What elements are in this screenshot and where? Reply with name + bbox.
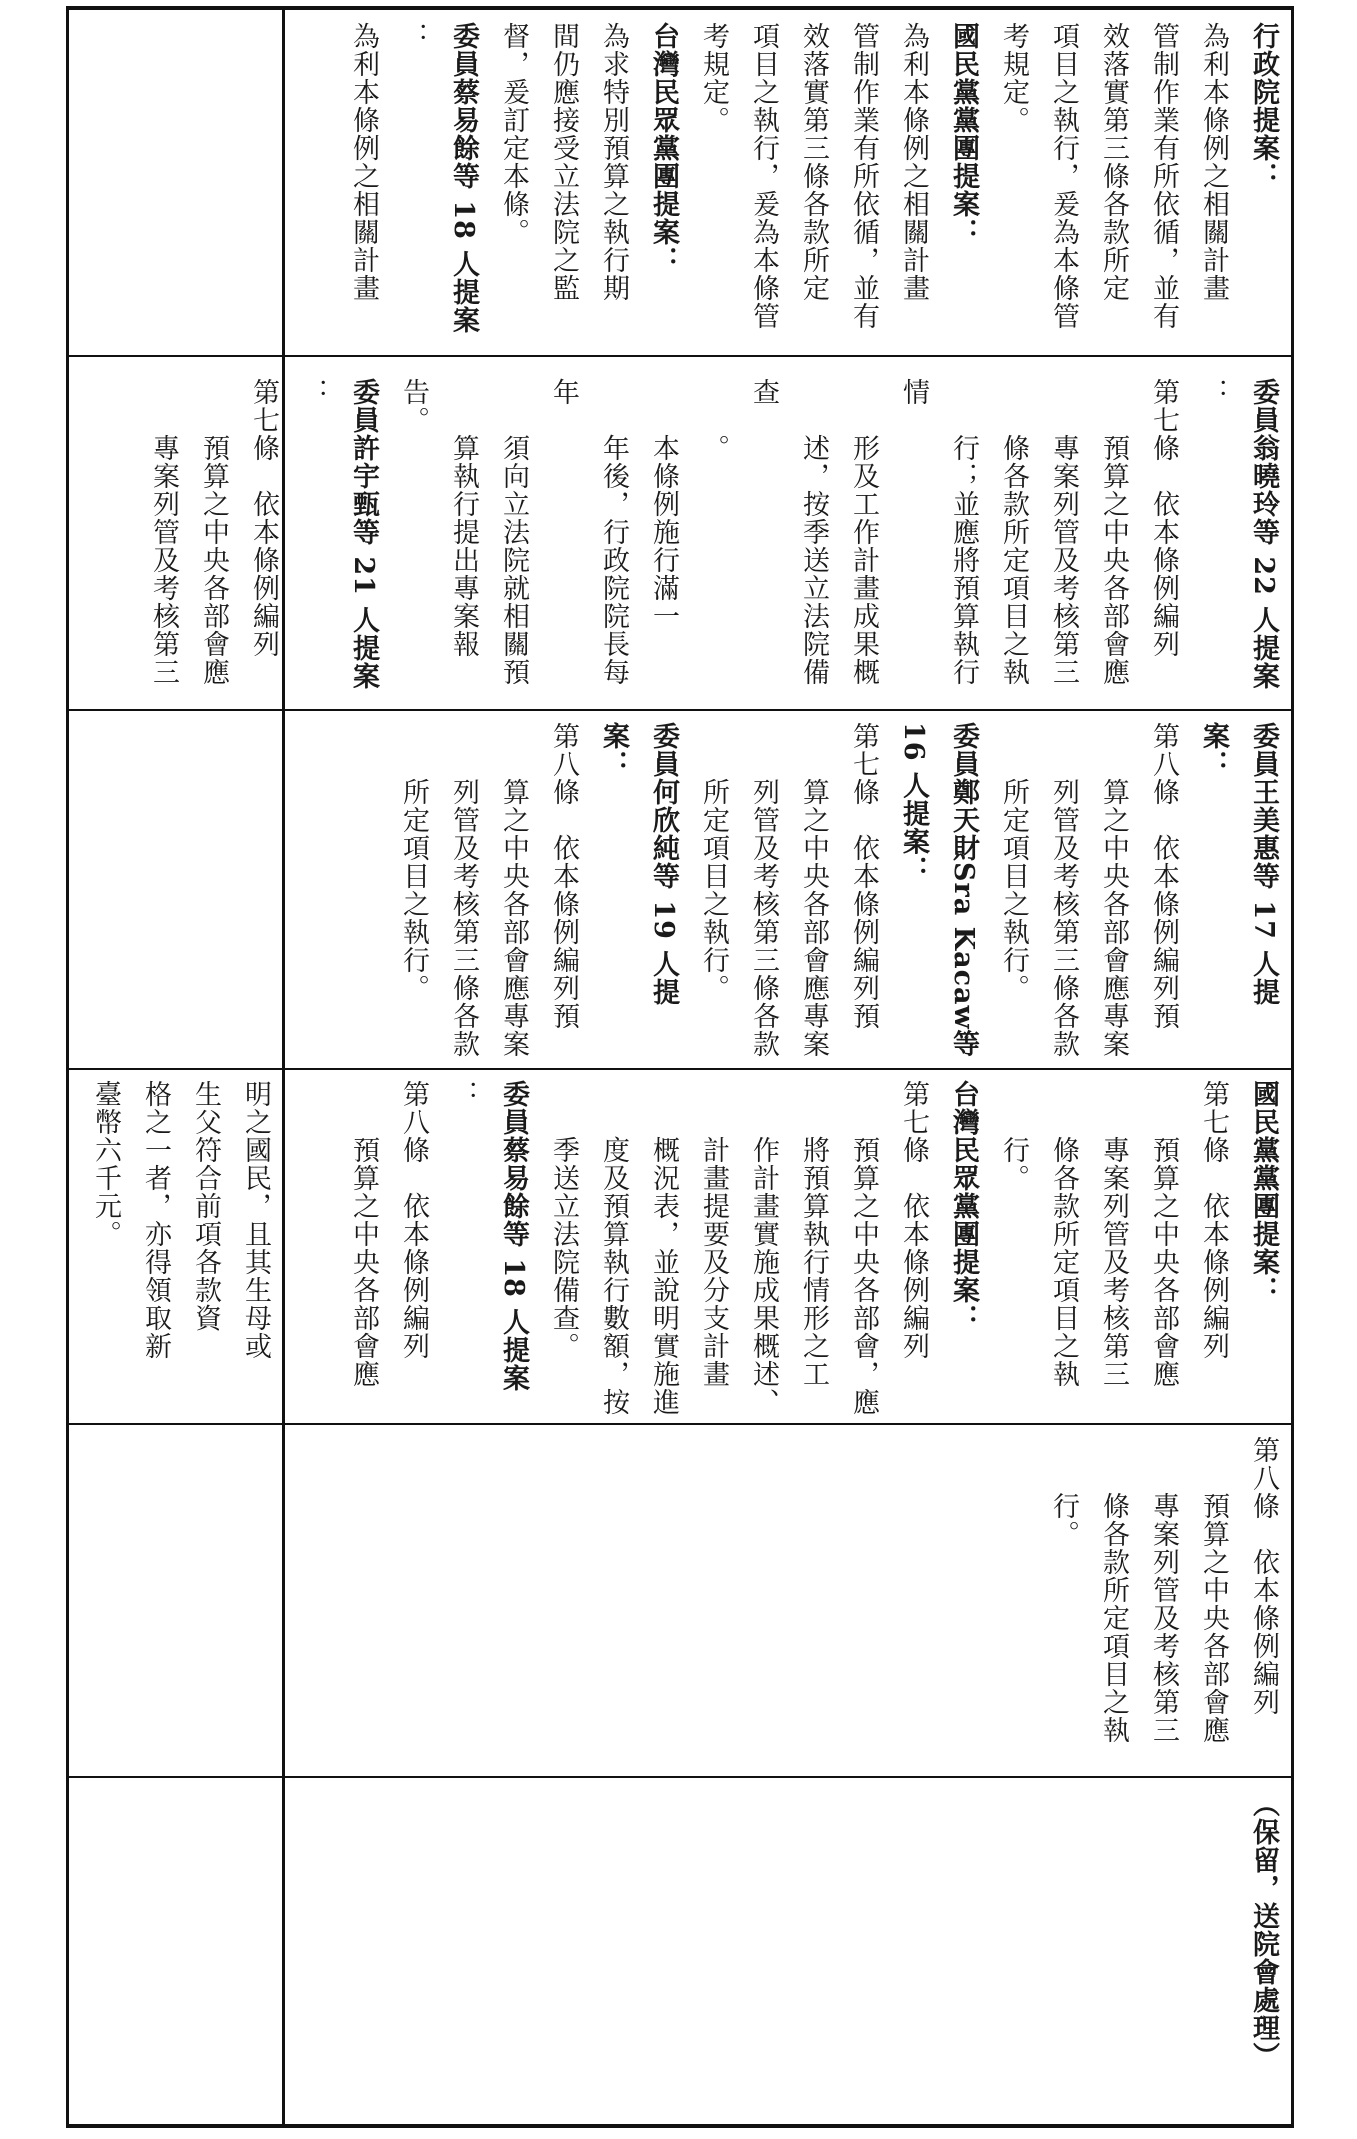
text-line: 第七條 依本條例編列 bbox=[1198, 1080, 1229, 1360]
text-line: 國民黨黨團提案： bbox=[1248, 1080, 1279, 1304]
table-border-bottom bbox=[66, 2124, 1294, 2128]
text-line: 為利本條例之相關計畫 bbox=[348, 22, 379, 302]
text-line: 督，爰訂定本條。 bbox=[498, 22, 529, 246]
text-line: 作計畫實施成果概述、 bbox=[748, 1080, 779, 1416]
text-line: 行；並應將預算執行情 bbox=[898, 378, 979, 686]
text-line: 預算之中央各部會應 bbox=[198, 378, 229, 686]
text-line: 條各款所定項目之執 bbox=[998, 378, 1029, 686]
table-left-border bbox=[66, 6, 69, 2128]
text-line: 第八條 依本條例編列 bbox=[1248, 1436, 1279, 1716]
text-line: 列管及考核第三條各款 bbox=[1048, 722, 1079, 1058]
proposal-column-a bbox=[148, 378, 1288, 708]
text-line: 為利本條例之相關計畫 bbox=[898, 22, 929, 302]
text-line: 為利本條例之相關計畫 bbox=[1198, 22, 1229, 302]
table-divider-3 bbox=[66, 1068, 1294, 1070]
table-divider-1 bbox=[66, 355, 1294, 357]
text-line: 第八條 依本條例編列預 bbox=[1148, 722, 1179, 1030]
text-line: 所定項目之執行。 bbox=[398, 722, 429, 1002]
text-line: 項目之執行，爰為本條管 bbox=[748, 22, 779, 330]
text-line: 考規定。 bbox=[698, 22, 729, 134]
text-line: 度及預算執行數額，按 bbox=[598, 1080, 629, 1416]
text-line: 管制作業有所依循，並有 bbox=[1148, 22, 1179, 330]
text-line: 效落實第三條各款所定 bbox=[1098, 22, 1129, 302]
text-line: 述，按季送立法院備查 bbox=[748, 378, 829, 686]
text-line: 委員蔡易餘等 18 人提案 bbox=[498, 1080, 529, 1393]
text-line: 。 bbox=[698, 378, 729, 462]
text-line: 行。 bbox=[998, 1080, 1029, 1192]
table-col-separator bbox=[282, 6, 285, 2128]
text-line: 管制作業有所依循，並有 bbox=[848, 22, 879, 330]
text-line: 委員蔡易餘等 18 人提案 bbox=[448, 22, 479, 335]
text-line: 算之中央各部會應專案 bbox=[498, 722, 529, 1058]
text-line: 行。 bbox=[1048, 1436, 1079, 1548]
explanation-column bbox=[288, 22, 1288, 352]
text-line: 委員鄭天財Sra Kacaw等 bbox=[948, 722, 979, 1058]
text-line: 預算之中央各部會，應 bbox=[848, 1080, 879, 1416]
table-divider-2 bbox=[66, 709, 1294, 711]
current-law-text bbox=[80, 1080, 280, 1420]
text-line: 預算之中央各部會應 bbox=[1198, 1436, 1229, 1744]
text-line: 第七條 依本條例編列 bbox=[1148, 378, 1179, 658]
text-line: 臺幣六千元。 bbox=[90, 1080, 121, 1248]
text-line: 算之中央各部會應專案 bbox=[798, 722, 829, 1058]
text-line: 第七條 依本條例編列 bbox=[248, 378, 279, 658]
text-line: 效落實第三條各款所定 bbox=[798, 22, 829, 302]
text-line: 季送立法院備查。 bbox=[548, 1080, 579, 1360]
text-line: 算之中央各部會應專案 bbox=[1098, 722, 1129, 1058]
text-line: 條各款所定項目之執 bbox=[1098, 1436, 1129, 1744]
proposal-column-b bbox=[288, 722, 1288, 1062]
text-line: （保留，送院會處理） bbox=[1248, 1790, 1279, 2070]
resolution-cell bbox=[288, 1790, 1288, 2120]
text-line: 條各款所定項目之執 bbox=[1048, 1080, 1079, 1388]
text-line: 預算之中央各部會應 bbox=[348, 1080, 379, 1388]
text-line: 項目之執行，爰為本條管 bbox=[1048, 22, 1079, 330]
text-line: 考規定。 bbox=[998, 22, 1029, 134]
text-line: 所定項目之執行。 bbox=[998, 722, 1029, 1002]
proposal-column-c bbox=[288, 1080, 1288, 1420]
text-line: 台灣民眾黨團提案： bbox=[948, 1080, 979, 1332]
text-line: 16 人提案： bbox=[898, 722, 929, 884]
text-line: 間仍應接受立法院之監 bbox=[548, 22, 579, 302]
table-divider-5 bbox=[66, 1776, 1294, 1778]
text-line: 列管及考核第三條各款 bbox=[448, 722, 479, 1058]
text-line: 專案列管及考核第三 bbox=[148, 378, 179, 686]
text-line: 委員翁曉玲等 22 人提案 bbox=[1248, 378, 1279, 691]
text-line: 計畫提要及分支計畫 bbox=[698, 1080, 729, 1388]
text-line: 委員何欣純等 19 人提案： bbox=[598, 722, 679, 1007]
text-line: 所定項目之執行。 bbox=[698, 722, 729, 1002]
text-line: ： bbox=[398, 22, 429, 50]
text-line: 預算之中央各部會應 bbox=[1148, 1080, 1179, 1388]
text-line: 委員許宇甄等 21 人提案 bbox=[348, 378, 379, 691]
text-line: 生父符合前項各款資 bbox=[190, 1080, 221, 1332]
text-line: 格之一者，亦得領取新 bbox=[140, 1080, 171, 1360]
text-line: 第七條 依本條例編列 bbox=[898, 1080, 929, 1360]
table-border-top bbox=[66, 6, 1294, 10]
text-line: 行政院提案： bbox=[1248, 22, 1279, 190]
text-line: 專案列管及考核第三 bbox=[1148, 1436, 1179, 1744]
text-line: ： bbox=[1198, 378, 1229, 406]
text-line: 專案列管及考核第三 bbox=[1048, 378, 1079, 686]
text-line: 第八條 依本條例編列 bbox=[398, 1080, 429, 1360]
text-line: ： bbox=[448, 1080, 479, 1108]
text-line: 列管及考核第三條各款 bbox=[748, 722, 779, 1058]
text-line: ： bbox=[298, 378, 329, 406]
text-line: 本條例施行滿一 bbox=[648, 378, 679, 630]
text-line: 委員王美惠等 17 人提案： bbox=[1198, 722, 1279, 1007]
text-line: 台灣民眾黨團提案： bbox=[648, 22, 679, 274]
text-line: 國民黨黨團提案： bbox=[948, 22, 979, 246]
text-line: 預算之中央各部會應 bbox=[1098, 378, 1129, 686]
text-line: 概況表，並說明實施進 bbox=[648, 1080, 679, 1416]
text-line: 第八條 依本條例編列預 bbox=[548, 722, 579, 1030]
text-line: 為求特別預算之執行期 bbox=[598, 22, 629, 302]
text-line: 第七條 依本條例編列預 bbox=[848, 722, 879, 1030]
text-line: 將預算執行情形之工 bbox=[798, 1080, 829, 1388]
text-line: 年後，行政院院長每年 bbox=[548, 378, 629, 686]
text-line: 明之國民，且其生母或 bbox=[240, 1080, 271, 1360]
text-line: 算執行提出專案報告。 bbox=[398, 378, 479, 658]
table-divider-4 bbox=[66, 1423, 1294, 1425]
proposal-column-d bbox=[288, 1436, 1288, 1771]
text-line: 須向立法院就相關預 bbox=[498, 378, 529, 686]
text-line: 形及工作計畫成果概 bbox=[848, 378, 879, 686]
text-line: 專案列管及考核第三 bbox=[1098, 1080, 1129, 1388]
